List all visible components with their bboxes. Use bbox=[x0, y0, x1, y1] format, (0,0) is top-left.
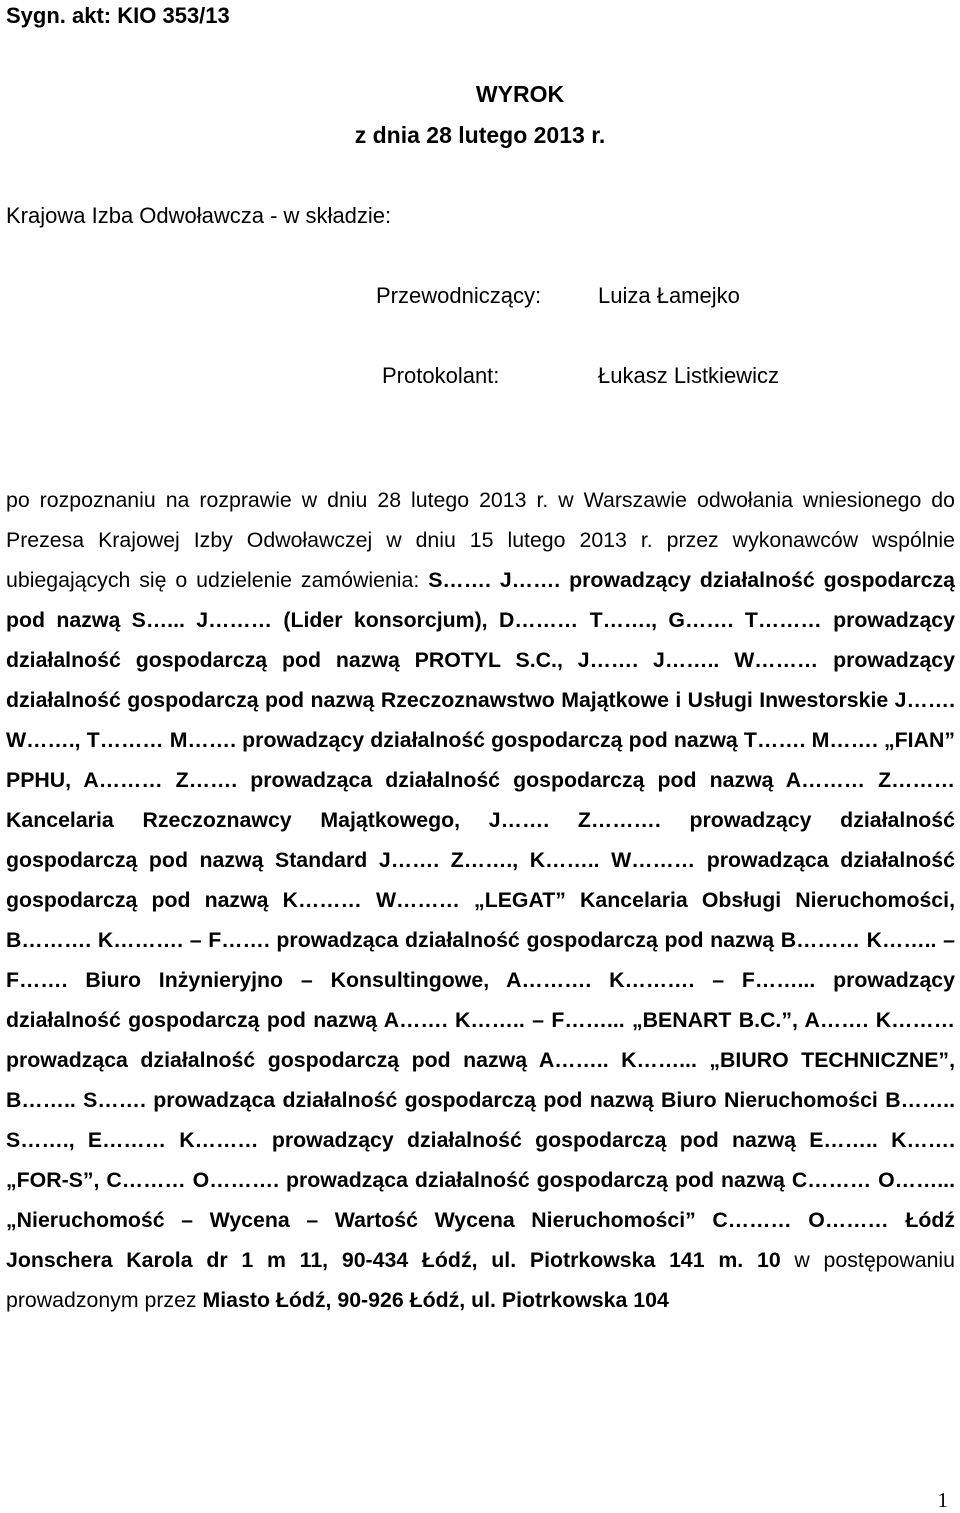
case-signature: Sygn. akt: KIO 353/13 bbox=[6, 3, 230, 28]
body-intro: po rozpoznaniu na rozprawie w dniu 28 lutego 2013 r. w Warszawie odwołania wniesionego do Prezesa Krajowej Izby Odwoławczej w dniu 15 lutego 2013 r. przez wykonawców wspólnie ubiegających się o udzielenie zamówienia: bbox=[6, 488, 955, 592]
body-proceedings: w postępowaniu prowadzonym przez bbox=[6, 1248, 955, 1312]
document-title: WYROK bbox=[475, 81, 565, 107]
chair-label: Przewodniczący: bbox=[376, 283, 542, 308]
appellants-list: S……. J……. prowadzący działalność gospodarczą pod nazwą S…... J……… (Lider konsorcjum), D……… T……., G……. T……… prowadzący działalność gospodarczą pod nazwą PROTYL S.C., J……. J…….. W……… prowadzący działalność gospodarczą pod nazwą Rzeczoznawstwo Majątkowe i Usługi Inwestorskie J……. W……., T……… M……. prowadzący działalność gospodarczą pod nazwą T……. M……. „FIAN” PPHU, A……… Z……. prowadząca działalność gospodarczą pod nazwą A……… Z……… Kancelaria Rzeczoznawcy Majątkowego, J……. Z………. prowadzący działalność gospodarczą pod nazwą Standard J……. Z……., K…….. W……… prowadząca działalność gospodarczą pod nazwą K……… W……… „LEGAT” Kancelaria Obsługi Nieruchomości, B………. K………. – F……. prowadząca działalność gospodarczą pod nazwą B……… K…….. – F……. Biuro Inżynieryjno – Konsultingowe, A………. K………. – F……... prowadzący działalność gospodarczą pod nazwą A……. K…….. – F……... „BENART B.C.”, A……. K……… prowadząca działalność gospodarczą pod nazwą A…….. K……... „BIURO TECHNICZNE”, B…….. S……. prowadząca działalność gospodarczą pod nazwą Biuro Nieruchomości B…….. S……., E……… K……… prowadzący działalność gospodarczą pod nazwą E…….. K……. „FOR-S”, C……… O………. prowadząca działalność gospodarczą pod nazwą C……… O……... „Nieruchomość – Wycena – Wartość Wycena Nieruchomości” C……… O……… Łódź Jonscherа Karola dr 1 m 11, 90-434 Łódź, ul. Piotrkowska 141 m. 10 bbox=[6, 568, 955, 1272]
contracting-authority: Miasto Łódź, 90-926 Łódź, ul. Piotrkowska 104 bbox=[202, 1288, 669, 1312]
page-number: 1 bbox=[937, 1488, 948, 1512]
chair-name: Luiza Łamejko bbox=[598, 283, 740, 308]
judgment-body bbox=[6, 480, 955, 1320]
clerk-label: Protokolant: bbox=[382, 363, 500, 388]
clerk-name: Łukasz Listkiewicz bbox=[598, 363, 779, 388]
judgment-date: z dnia 28 lutego 2013 r. bbox=[354, 122, 606, 148]
chamber-line: Krajowa Izba Odwoławcza - w składzie: bbox=[6, 203, 392, 228]
